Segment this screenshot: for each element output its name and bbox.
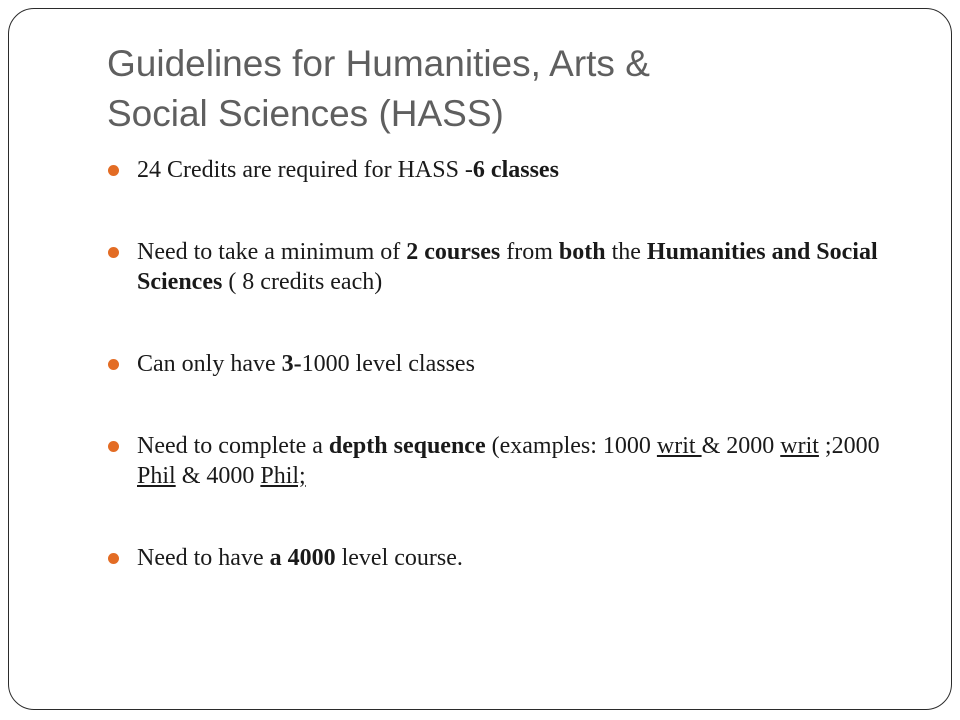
bullet-text: Can only have (137, 351, 282, 377)
bullet-dot-icon (108, 247, 119, 258)
bullet-item-credits (108, 155, 908, 185)
bullet-item-1000-level (108, 349, 908, 379)
bullet-emphasis: 2 courses (406, 239, 501, 265)
bullet-text: the (605, 239, 647, 265)
bullet-item-depth-sequence (108, 431, 908, 491)
title-line-2: Social Sciences (HASS) (107, 93, 504, 134)
slide-title (107, 39, 907, 139)
bullet-text: level course. (335, 545, 463, 571)
bullet-text: Need to complete a (137, 433, 329, 459)
bullet-text: & 2000 (701, 433, 781, 459)
bullet-text: & 4000 (175, 463, 261, 489)
underlined-course: Phil; (260, 463, 306, 489)
bullet-item-minimum-courses (108, 237, 908, 297)
bullet-emphasis: 6 classes (472, 157, 559, 183)
bullet-text: 24 Credits are required for HASS - (137, 157, 473, 183)
bullet-dot-icon (108, 441, 119, 452)
bullet-emphasis: a 4000 (269, 545, 336, 571)
bullet-text: (examples: 1000 (485, 433, 657, 459)
bullet-text: Need to have (137, 545, 270, 571)
bullet-dot-icon (108, 165, 119, 176)
bullet-emphasis: 3- (281, 351, 302, 377)
bullet-text: ;2000 (818, 433, 880, 459)
bullet-text: from (500, 239, 559, 265)
bullet-text: 1000 level classes (301, 351, 475, 377)
bullet-emphasis: Humanities and Social Sciences (137, 239, 878, 295)
bullet-item-4000-level (108, 543, 908, 573)
title-line-1: Guidelines for Humanities, Arts & (107, 43, 650, 84)
bullet-emphasis: both (558, 239, 606, 265)
underlined-course: writ (656, 433, 702, 459)
bullet-emphasis: depth sequence (328, 433, 486, 459)
bullet-text: ( 8 credits each) (222, 269, 383, 295)
bullet-text: Need to take a minimum of (137, 239, 407, 265)
bullet-list (108, 155, 908, 625)
bullet-dot-icon (108, 359, 119, 370)
underlined-course: Phil (137, 463, 176, 489)
underlined-course: writ (780, 433, 819, 459)
bullet-dot-icon (108, 553, 119, 564)
